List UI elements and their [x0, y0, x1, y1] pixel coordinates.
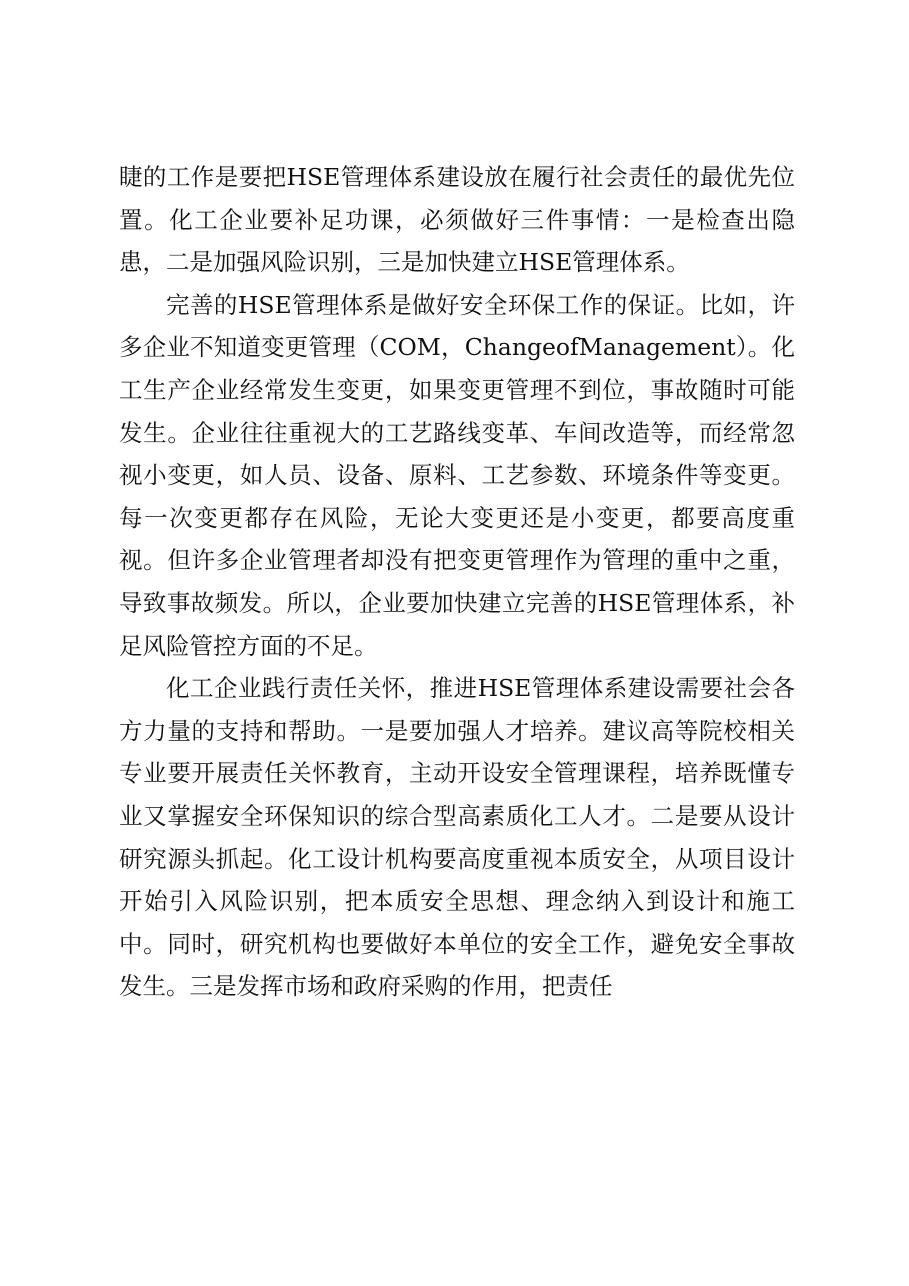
paragraph-social-support: 化工企业践行责任关怀，推进HSE管理体系建设需要社会各方力量的支持和帮助。一是要加强人才培养。建议高等院校相关专业要开展责任关怀教育，主动开设安全管理课程，培养既懂专业又掌握安全环保知识的综合型高素质化工人才。二是要从设计研究源头抓起。化工设计机构要高度重视本质安全，从项目设计开始引入风险识别，把本质安全思想、理念纳入到设计和施工中。同时，研究机构也要做好本单位的安全工作，避免安全事故发生。三是发挥市场和政府采购的作用，把责任 [119, 674, 795, 1001]
paragraph-hse-management-change: 完善的HSE管理体系是做好安全环保工作的保证。比如，许多企业不知道变更管理（COM，ChangeofManagement）。化工生产企业经常发生变更，如果变更管理不到位，事故随时可能发生。企业往往重视大的工艺路线变革、车间改造等，而经常忽视小变更，如人员、设备、原料、工艺参数、环境条件等变更。每一次变更都存在风险，无论大变更还是小变更，都要高度重视。但许多企业管理者却没有把变更管理作为管理的重中之重，导致事故频发。所以，企业要加快建立完善的HSE管理体系，补足风险管控方面的不足。 [119, 290, 795, 660]
document-body [119, 156, 795, 1008]
paragraph-continued: 睫的工作是要把HSE管理体系建设放在履行社会责任的最优先位置。化工企业要补足功课，必须做好三件事情：一是检查出隐患，二是加强风险识别，三是加快建立HSE管理体系。 [119, 163, 795, 277]
